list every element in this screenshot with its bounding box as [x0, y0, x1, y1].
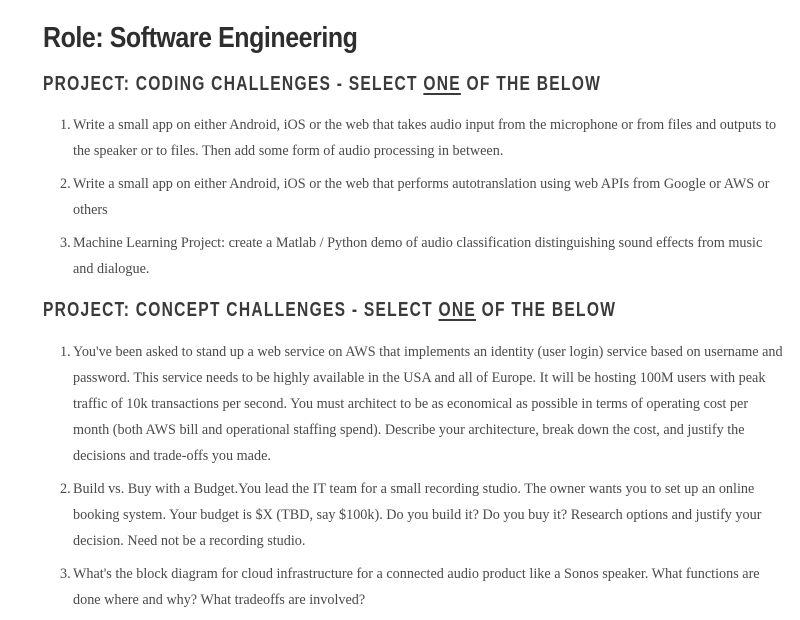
- section-title-emphasis: ONE: [423, 73, 461, 95]
- list-item-number: 1.: [60, 117, 71, 133]
- list-item-text: You've been asked to stand up a web service on AWS that implements an identity (user login) service based on username and password. This service needs to be highly available in the USA and all of Europe. It will be hosting 100M users with peak traffic of 10k transactions per second. You must architect to be as economical as possible in terms of operating cost per month (both AWS bill and operational staffing spend). Describe your architecture, break down the cost, and justify the decisions and trade-offs you made.: [73, 344, 783, 464]
- section-title-prefix: PROJECT: CODING CHALLENGES - SELECT: [43, 73, 424, 95]
- list-item-text: Machine Learning Project: create a Matlab / Python demo of audio classification distinguishing sound effects from music and dialogue.: [73, 235, 763, 277]
- page-title: Role: Software Engineering: [43, 22, 358, 54]
- list-item-text: Write a small app on either Android, iOS or the web that performs autotranslation using web APIs from Google or AWS or others: [73, 176, 770, 218]
- concept-challenges-list: [43, 339, 783, 613]
- section-title-emphasis: ONE: [438, 299, 477, 321]
- list-item: [43, 339, 783, 469]
- list-item-number: 2.: [60, 176, 71, 192]
- section-title-prefix: PROJECT: CONCEPT CHALLENGES - SELECT: [43, 299, 439, 321]
- section-title-coding: [43, 70, 620, 98]
- list-item: [43, 476, 783, 554]
- list-item: [43, 112, 783, 164]
- list-item-number: 3.: [60, 235, 71, 251]
- list-item-number: 3.: [60, 566, 71, 582]
- coding-challenges-list: [43, 112, 783, 282]
- section-title-suffix: OF THE BELOW: [460, 73, 602, 95]
- list-item-text: Build vs. Buy with a Budget.You lead the IT team for a small recording studio. The owner wants you to set up an online booking system. Your budget is $X (TBD, say $100k). Do you build it? Do you buy it? Research options and justify your decision. Need not be a recording studio.: [73, 481, 762, 549]
- list-item: [43, 230, 783, 282]
- list-item-text: Write a small app on either Android, iOS or the web that takes audio input from the microphone or from files and outputs to the speaker or to files. Then add some form of audio processing in between.: [73, 117, 777, 159]
- section-title-suffix: OF THE BELOW: [476, 299, 617, 321]
- list-item: [43, 171, 783, 223]
- list-item: [43, 561, 783, 613]
- list-item-number: 1.: [60, 344, 71, 360]
- section-title-concept: [43, 296, 620, 324]
- document-content: [43, 18, 783, 620]
- list-item-number: 2.: [60, 481, 71, 497]
- list-item-text: What's the block diagram for cloud infrastructure for a connected audio product like a Sonos speaker. What functions are done where and why? What tradeoffs are involved?: [73, 566, 760, 608]
